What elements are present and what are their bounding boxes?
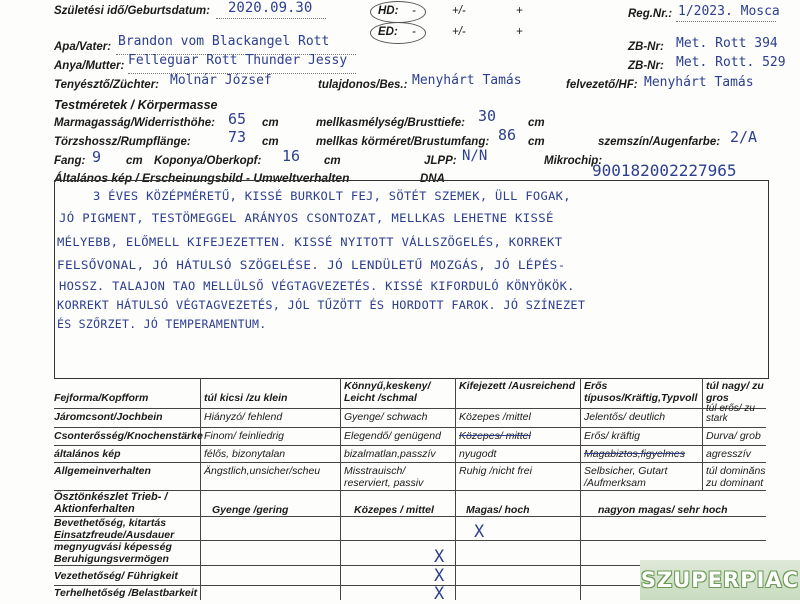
description-line: KORREKT HÁTULSÓ VÉGTAGVEZETÉS, JÓL TŰZÖTT ÉS HORDOTT FAROK. JÓ SZÍNEZET xyxy=(57,298,586,312)
table-cell: Gyenge/ schwach xyxy=(344,411,428,423)
ed-plus-minus: +/- xyxy=(452,26,466,38)
description-line: 3 ÉVES KÖZÉPMÉRETŰ, KISSÉ BURKOLT FEJ, SÖTÉT SZEMEK, ÜLL FOGAK, xyxy=(93,189,571,203)
chest-depth-value: 30 xyxy=(478,107,497,125)
description-line: FELSŐVONAL, JÓ HÁTULSÓ SZÖGELÉSE. JÓ LENDÜLETŰ MOZGÁS, JÓ LÉPÉS- xyxy=(57,258,566,272)
body-length-label: Törzshossz/Rumpflänge: xyxy=(54,136,191,148)
table-header: Magas/ hoch xyxy=(466,504,530,516)
table-divider xyxy=(702,378,703,490)
table-divider xyxy=(54,462,766,463)
check-mark: X xyxy=(434,566,445,586)
table-header: Közepes / mittel xyxy=(354,504,434,516)
table-divider xyxy=(580,490,581,600)
birth-date-value: 2020.09.30 xyxy=(228,0,313,16)
reg-line xyxy=(676,21,776,22)
teeth-unit: cm xyxy=(126,155,143,167)
table-cell: Magabiztos,figyelmes xyxy=(584,448,685,460)
hd-plus-minus: +/- xyxy=(452,5,466,17)
father-zb-value: Met. Rott 394 xyxy=(676,36,778,51)
father-label: Apa/Vater: xyxy=(54,41,112,53)
chest-circ-unit: cm xyxy=(528,136,545,148)
row-label: Bevethetőség, kitartás Einsatzfreude/Ausdauer xyxy=(54,517,175,541)
table-header: Ösztönkészlet Trieb- / Aktionferhalten xyxy=(54,491,168,515)
table-cell: Selbsicher, Gutart /Aufmerksam xyxy=(584,465,668,489)
table-divider xyxy=(455,378,456,490)
jlpp-value: N/N xyxy=(462,148,488,164)
table-header: Fejforma/Kopfform xyxy=(54,392,149,404)
teeth-value: 9 xyxy=(92,148,102,166)
height-unit: cm xyxy=(262,117,279,129)
mother-label: Anya/Mutter: xyxy=(54,60,125,72)
table-header: Erős típusos/Kräftig,Typvoll xyxy=(584,380,698,404)
measurements-title: Testméretek / Körpermasse xyxy=(54,98,218,112)
eye-value: 2/A xyxy=(730,128,758,146)
owner-label: tulajdonos/Bes.: xyxy=(318,79,408,91)
reg-value: 1/2023. Mosca xyxy=(678,4,780,19)
row-label: Vezethetőség/ Führigkeit xyxy=(54,570,178,582)
table-divider xyxy=(54,408,766,409)
row-label: Járomcsont/Jochbein xyxy=(54,411,163,423)
table-cell: Közepes /mittel xyxy=(459,411,531,423)
hd-plus: + xyxy=(516,5,523,17)
body-length-value: 73 xyxy=(228,128,247,146)
watermark-logo xyxy=(640,560,800,600)
skull-label: Koponya/Oberkopf: xyxy=(154,155,262,167)
table-cell: túl erős/ zu stark xyxy=(706,403,755,424)
table-header: Kifejezett /Ausreichend xyxy=(459,380,576,392)
table-cell: bizalmatlan,passzív xyxy=(344,448,436,460)
table-cell: Jelentős/ deutlich xyxy=(584,411,666,423)
row-label: Allgemeinverhalten xyxy=(54,465,151,477)
watermark-text: SZUPERPIAC xyxy=(640,568,800,592)
table-divider xyxy=(580,378,581,490)
description-line: MÉLYEBB, ELŐMELL KIFEJEZETTEN. KISSÉ NYITOTT VÁLLSZÖGELÉS, KORREKT xyxy=(57,235,563,249)
birth-date-line xyxy=(216,18,326,19)
reg-label: Reg.Nr.: xyxy=(628,8,673,20)
table-cell: félős, bizonytalan xyxy=(204,448,286,460)
chest-circ-value: 86 xyxy=(498,126,517,144)
table-cell: Ruhig /nicht frei xyxy=(459,465,532,477)
table-divider xyxy=(340,378,341,490)
body-length-unit: cm xyxy=(262,136,279,148)
father-value: Brandon vom Blackangel Rott xyxy=(118,34,330,49)
dna-label: DNA xyxy=(420,173,445,185)
hd-label: HD: xyxy=(378,5,399,17)
handler-label: felvezető/HF: xyxy=(566,79,638,91)
row-label: Terhelhetőség /Belastbarkeit xyxy=(54,587,198,599)
row-label: általános kép xyxy=(54,448,121,460)
general-title: Általános kép / Erscheinungsbild - Umweltverhalten xyxy=(54,171,350,185)
assessment-table xyxy=(54,378,766,490)
check-mark: X xyxy=(434,584,445,604)
description-line: HOSSZ. TALAJON TAO MELLÜLSŐ VÉGTAGVEZETÉS. KISSÉ KIFORDULÓ KÖNYÖKÖK. xyxy=(59,279,575,293)
skull-value: 16 xyxy=(282,147,301,165)
ed-label: ED: xyxy=(378,26,398,38)
owner-value: Menyhárt Tamás xyxy=(412,73,522,88)
jlpp-label: JLPP: xyxy=(424,155,457,167)
table-divider xyxy=(54,445,766,446)
table-cell: Durva/ grob xyxy=(706,430,761,442)
birth-date-label: Születési idő/Geburtsdatum: xyxy=(54,5,210,17)
mother-zb-label: ZB-Nr: xyxy=(628,60,664,72)
table-divider xyxy=(340,490,341,600)
ed-plus: + xyxy=(516,26,523,38)
ed-minus: - xyxy=(412,26,416,38)
handler-value: Menyhárt Tamás xyxy=(644,75,754,90)
description-line: JÓ PIGMENT, TESTÖMEGGEL ARÁNYOS CSONTOZAT, MELLKAS LEHETNE KISSÉ xyxy=(59,211,554,225)
teeth-label: Fang: xyxy=(54,155,86,167)
table-cell: Ängstlich,unsicher/scheu xyxy=(204,465,321,477)
breeder-value: Molnár József xyxy=(170,73,272,88)
table-cell: Finom/ feinliedrig xyxy=(204,430,284,442)
chest-circ-label: mellkas körméret/Brustumfang: xyxy=(316,136,490,148)
table-cell: túl dominăns zu dominant xyxy=(706,465,766,489)
table-header: túl kicsi /zu klein xyxy=(204,392,288,404)
skull-unit: cm xyxy=(324,155,341,167)
mother-zb-value: Met. Rott. 529 xyxy=(676,55,786,70)
row-label: megnyugvási képesség Beruhigungsvermögen xyxy=(54,541,172,565)
row-label: Csonterősség/Knochenstärke xyxy=(54,430,203,442)
general-description-box xyxy=(54,180,769,379)
breeder-label: Tenyésztő/Züchter: xyxy=(54,79,160,91)
chip-value: 900182002227965 xyxy=(592,161,737,180)
table-cell: nyugodt xyxy=(459,448,497,460)
height-label: Marmagasság/Widerristhöhe: xyxy=(54,117,215,129)
chest-depth-label: mellkasmélység/Brusttiefe: xyxy=(316,117,465,129)
father-zb-label: ZB-Nr: xyxy=(628,41,664,53)
table-cell: Elegendő/ genügend xyxy=(344,430,441,442)
table-cell: Közepes/ mittel xyxy=(459,430,531,442)
table-header: túl nagy/ zu gros xyxy=(706,380,764,404)
table-header: Gyenge /gering xyxy=(212,504,289,516)
table-cell: Misstrauisch/ reserviert, passiv xyxy=(344,465,424,489)
table-header: Könnyű,keskeny/ Leicht /schmal xyxy=(344,380,431,404)
table-divider xyxy=(54,427,766,428)
table-divider xyxy=(200,490,201,600)
chip-label: Mikrochip: xyxy=(544,155,603,167)
table-cell: Hiányzó/ fehlend xyxy=(204,411,283,423)
chest-depth-unit: cm xyxy=(528,117,545,129)
table-header: nagyon magas/ sehr hoch xyxy=(598,504,728,516)
hd-minus: - xyxy=(412,5,416,17)
check-mark: X xyxy=(474,522,485,542)
description-line: ÉS SZŐRZET. JÓ TEMPERAMENTUM. xyxy=(57,317,267,331)
table-cell: agresszív xyxy=(706,448,751,460)
height-value: 65 xyxy=(228,110,247,128)
eye-label: szemszín/Augenfarbe: xyxy=(598,136,721,148)
mother-value: Felleguar Rott Thunder Jessy xyxy=(128,53,348,68)
table-cell: Erős/ kräftig xyxy=(584,430,641,442)
check-mark: X xyxy=(434,547,445,567)
table-divider xyxy=(455,490,456,600)
